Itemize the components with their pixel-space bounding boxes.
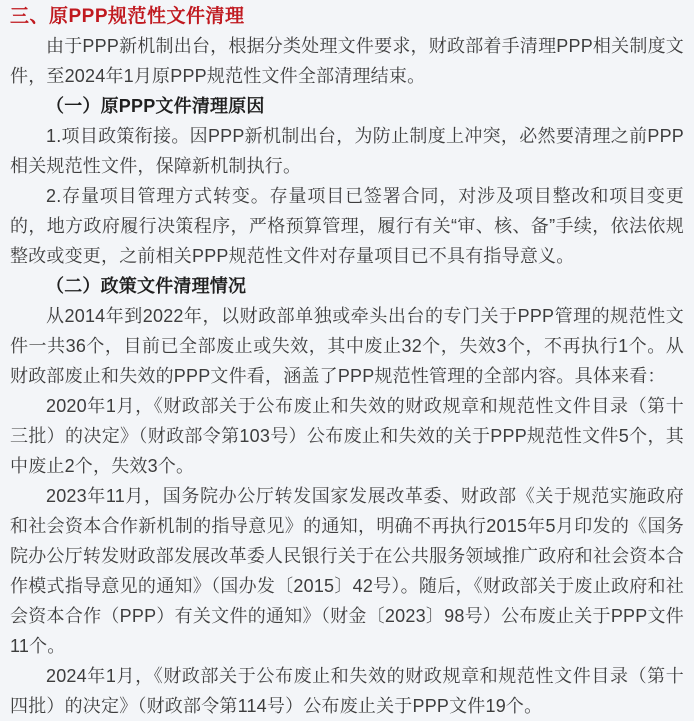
section-2-heading: （二）政策文件清理情况	[46, 276, 247, 296]
section-2-paragraph-3: 2023年11月，国务院办公厅转发国家发展改革委、财政部《关于规范实施政府和社会资本合作新机制的指导意见》的通知，明确不再执行2015年5月印发的《国务院办公厅转发财政部发展改革委人民银行关于在公共服务领域推广政府和社会资本合作模式指导意见的通知》（国办发〔2015〕42号）。随后，《财政部关于废止政府和社会资本合作（PPP）有关文件的通知》（财金〔2023〕98号）公布废止关于PPP文件11个。	[10, 486, 684, 656]
section-1-paragraph-2: 2.存量项目管理方式转变。存量项目已签署合同，对涉及项目整改和项目变更的，地方政府履行决策程序，严格预算管理，履行有关“审、核、备”手续，依法依规整改或变更，之前相关PPP规范性文件对存量项目已不具有指导意义。	[10, 186, 684, 266]
section-2-paragraph-1: 从2014年到2022年，以财政部单独或牵头出台的专门关于PPP管理的规范性文件一共36个，目前已全部废止或失效，其中废止32个，失效3个，不再执行1个。从财政部废止和失效的PPP文件看，涵盖了PPP规范性管理的全部内容。具体来看：	[10, 306, 684, 386]
section-2-paragraph-4: 2024年1月，《财政部关于公布废止和失效的财政规章和规范性文件目录（第十四批）的决定》（财政部令第114号）公布废止关于PPP文件19个。	[10, 666, 684, 716]
article-title: 三、原PPP规范性文件清理	[10, 6, 245, 27]
section-2-paragraph-2: 2020年1月，《财政部关于公布废止和失效的财政规章和规范性文件目录（第十三批）的决定》（财政部令第103号）公布废止和失效的关于PPP规范性文件5个，其中废止2个，失效3个。	[10, 396, 684, 476]
section-1-heading: （一）原PPP文件清理原因	[46, 96, 265, 116]
intro-paragraph: 由于PPP新机制出台，根据分类处理文件要求，财政部着手清理PPP相关制度文件，至2024年1月原PPP规范性文件全部清理结束。	[10, 36, 684, 86]
section-1-paragraph-1: 1.项目政策衔接。因PPP新机制出台，为防止制度上冲突，必然要清理之前PPP相关规范性文件，保障新机制执行。	[10, 126, 684, 176]
